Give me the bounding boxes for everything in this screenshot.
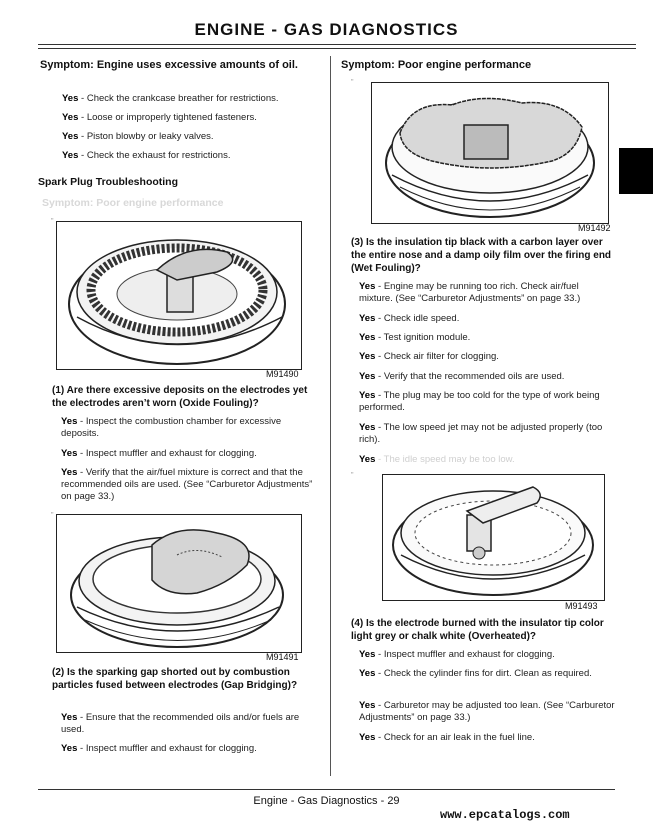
spark-plug-illustration: [372, 83, 608, 223]
yes-label: Yes: [62, 93, 79, 104]
answer-text: - Loose or improperly tightened fasteners.: [81, 112, 257, 123]
answer-q2-2: [61, 743, 313, 755]
yes-label: Yes: [359, 351, 376, 362]
symptom-heading-poor-performance: Symptom: Poor engine performance: [341, 59, 532, 71]
column-divider: [330, 56, 331, 776]
figure-mark: ": [351, 472, 354, 479]
answer-text: - Verify that the air/fuel mixture is correct and that the recommended oils are used. (See “Carburetor Adjustments” on page 33.): [61, 467, 313, 502]
spark-plug-figure-overheated: [382, 474, 605, 601]
figure-mark: ": [51, 512, 54, 519]
answer-q1-2: [61, 448, 313, 460]
yes-label: Yes: [61, 743, 78, 754]
question-overheated: (4) Is the electrode burned with the insulator tip color light grey or chalk white (Overheated)?: [351, 618, 604, 642]
answer-text: - Check idle speed.: [378, 313, 460, 324]
spark-plug-figure-gap-bridging: [56, 514, 302, 653]
yes-label: Yes: [359, 281, 376, 292]
yes-label: Yes: [62, 150, 79, 161]
yes-label: Yes: [359, 371, 376, 382]
yes-label: Yes: [359, 332, 376, 343]
section-tab-marker: [619, 148, 653, 194]
spark-plug-illustration: [383, 475, 604, 600]
yes-label: Yes: [359, 732, 376, 743]
answer-text: - Inspect the combustion chamber for excessive deposits.: [61, 416, 282, 439]
figure-mark: ": [51, 218, 54, 225]
answer-text: - Check for an air leak in the fuel line.: [378, 732, 535, 743]
answer-oil-1: [62, 93, 322, 105]
answer-q3-7: [359, 422, 615, 446]
answer-oil-4: [62, 150, 322, 162]
yes-label: Yes: [61, 448, 78, 459]
answer-q2-1: [61, 712, 313, 736]
answer-q4-2: [359, 668, 615, 680]
answer-text: - Ensure that the recommended oils and/or fuels are used.: [61, 712, 300, 735]
spark-plug-illustration: [57, 515, 301, 652]
answer-q3-1: [359, 281, 615, 305]
footer-rule: [38, 789, 615, 790]
spark-plug-heading: Spark Plug Troubleshooting: [38, 176, 179, 188]
answer-text: - Check air filter for clogging.: [378, 351, 499, 362]
figure-label: M91490: [266, 369, 299, 379]
yes-label: Yes: [359, 390, 376, 401]
yes-label: Yes: [62, 131, 79, 142]
yes-label: Yes: [62, 112, 79, 123]
answer-q4-1: [359, 649, 615, 661]
yes-label: Yes: [359, 422, 376, 433]
answer-text: - Check the cylinder fins for dirt. Clean as required.: [378, 668, 592, 679]
question-oxide-fouling: (1) Are there excessive deposits on the electrodes yet the electrodes aren’t worn (Oxide Fouling)?: [52, 385, 308, 409]
answer-q3-8: [359, 454, 615, 466]
question-wet-fouling: (3) Is the insulation tip black with a carbon layer over the entire nose and a damp oily film over the firing end (Wet Fouling)?: [351, 237, 612, 274]
watermark-link[interactable]: www.epcatalogs.com: [440, 808, 570, 822]
question-gap-bridging: (2) Is the sparking gap shorted out by combustion particles fused between electrodes (Gap Bridging)?: [52, 667, 298, 691]
answer-q4-3: [359, 700, 615, 724]
answer-text: - Piston blowby or leaky valves.: [81, 131, 214, 142]
answer-text: - Inspect muffler and exhaust for clogging.: [80, 448, 257, 459]
yes-label: Yes: [359, 700, 376, 711]
title-rule-top: [38, 44, 636, 45]
yes-label: Yes: [359, 668, 376, 679]
answer-text: - The plug may be too cold for the type of work being performed.: [359, 390, 600, 413]
answer-q3-2: [359, 313, 615, 325]
page-footer: Engine - Gas Diagnostics - 29: [253, 795, 400, 807]
answer-q1-3: [61, 467, 313, 503]
figure-mark: ": [351, 79, 354, 86]
answer-text: - Test ignition module.: [378, 332, 471, 343]
figure-label: M91492: [578, 223, 611, 233]
answer-oil-3: [62, 131, 322, 143]
figure-label: M91491: [266, 652, 299, 662]
spark-plug-illustration: [57, 222, 301, 369]
figure-label: M91493: [565, 601, 598, 611]
answer-q3-3: [359, 332, 615, 344]
title-rule-bottom: [38, 48, 636, 49]
answer-text: - The idle speed may be too low.: [378, 454, 515, 465]
answer-text: - Carburetor may be adjusted too lean. (See “Carburetor Adjustments” on page 33.): [359, 700, 615, 723]
answer-text: - Inspect muffler and exhaust for clogging.: [378, 649, 555, 660]
answer-text: - Engine may be running too rich. Check air/fuel mixture. (See “Carburetor Adjustments” on page 33.): [359, 281, 581, 304]
faded-symptom-heading: Symptom: Poor engine performance: [42, 197, 224, 209]
answer-oil-2: [62, 112, 322, 124]
yes-label: Yes: [359, 454, 376, 465]
answer-q3-5: [359, 371, 615, 383]
answer-text: - Check the crankcase breather for restrictions.: [81, 93, 279, 104]
yes-label: Yes: [61, 467, 78, 478]
answer-text: - Check the exhaust for restrictions.: [81, 150, 231, 161]
yes-label: Yes: [359, 313, 376, 324]
yes-label: Yes: [359, 649, 376, 660]
answer-text: - The low speed jet may not be adjusted properly (too rich).: [359, 422, 603, 445]
yes-label: Yes: [61, 416, 78, 427]
answer-q3-6: [359, 390, 615, 414]
answer-q1-1: [61, 416, 313, 440]
spark-plug-figure-oxide-fouling: [56, 221, 302, 370]
answer-q3-4: [359, 351, 615, 363]
yes-label: Yes: [61, 712, 78, 723]
symptom-heading-oil: Symptom: Engine uses excessive amounts of oil.: [40, 59, 298, 71]
spark-plug-figure-wet-fouling: [371, 82, 609, 224]
answer-q4-4: [359, 732, 615, 744]
answer-text: - Verify that the recommended oils are used.: [378, 371, 565, 382]
page-title: ENGINE - GAS DIAGNOSTICS: [194, 20, 459, 39]
answer-text: - Inspect muffler and exhaust for clogging.: [80, 743, 257, 754]
